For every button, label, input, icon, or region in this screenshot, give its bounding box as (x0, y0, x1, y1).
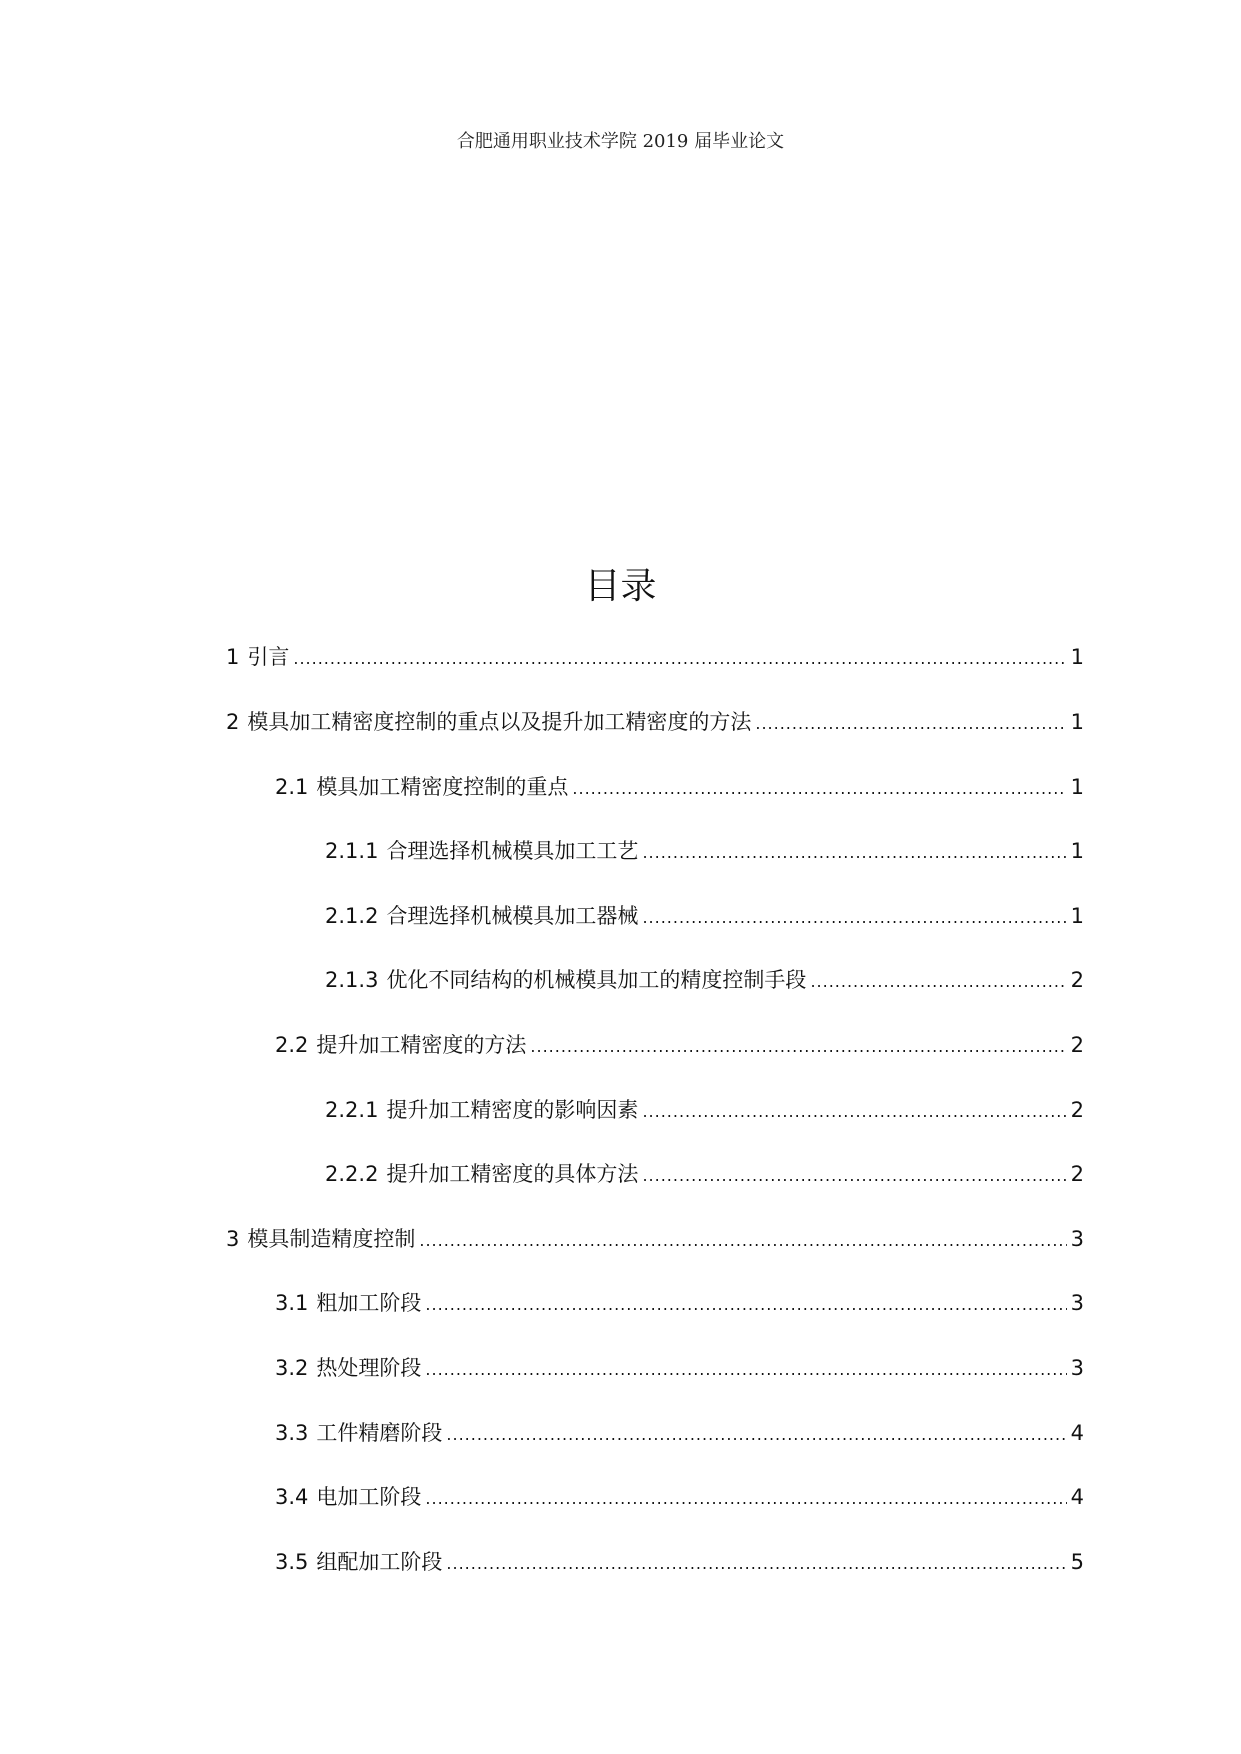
toc-entry-title: 提升加工精密度的方法 (316, 1033, 527, 1057)
toc-entry-number: 3.1 (275, 1291, 309, 1315)
toc-entry-number: 3.4 (275, 1485, 309, 1509)
toc-entry[interactable] (226, 705, 1084, 735)
toc-entry-number: 2.2.1 (325, 1098, 379, 1122)
toc-entry-page: 2 (1070, 1033, 1084, 1057)
toc-entry[interactable] (275, 1286, 1084, 1316)
toc-dot-leader (642, 1101, 1066, 1123)
toc-dot-leader (810, 971, 1066, 993)
toc-dot-leader (642, 907, 1066, 929)
toc-entry-page: 4 (1070, 1421, 1084, 1445)
toc-dot-leader (572, 778, 1066, 800)
toc-dot-leader (425, 1488, 1066, 1510)
toc-entry-number: 2.2.2 (325, 1162, 379, 1186)
toc-entry-number: 3.2 (275, 1356, 309, 1380)
toc-entry-title: 组配加工阶段 (316, 1550, 443, 1574)
toc-entry-title: 提升加工精密度的具体方法 (386, 1162, 639, 1186)
toc-dot-leader (425, 1294, 1066, 1316)
toc-entry-title: 合理选择机械模具加工器械 (386, 904, 639, 928)
toc-entry-number: 2.1.1 (325, 839, 379, 863)
toc-entry-number: 2.1 (275, 775, 309, 799)
toc-entry[interactable] (275, 1480, 1084, 1510)
toc-entry-number: 1 (226, 645, 240, 669)
toc-entry-page: 1 (1070, 710, 1084, 734)
toc-dot-leader (446, 1424, 1066, 1446)
toc-entry-page: 4 (1070, 1485, 1084, 1509)
toc-entry-number: 3 (226, 1227, 240, 1251)
toc-entry[interactable] (275, 1545, 1084, 1575)
toc-entry-page: 2 (1070, 1098, 1084, 1122)
toc-entry-number: 2.2 (275, 1033, 309, 1057)
toc-entry-title: 热处理阶段 (316, 1356, 422, 1380)
toc-dot-leader (446, 1553, 1066, 1575)
toc-entry-page: 1 (1070, 775, 1084, 799)
toc-entry[interactable] (275, 1028, 1084, 1058)
toc-entry-page: 5 (1070, 1550, 1084, 1574)
toc-entry-number: 2.1.3 (325, 968, 379, 992)
toc-dot-leader (755, 713, 1066, 735)
toc-entry[interactable] (325, 963, 1084, 993)
toc-entry-page: 3 (1070, 1227, 1084, 1251)
toc-entry-title: 优化不同结构的机械模具加工的精度控制手段 (386, 968, 807, 992)
toc-entry-title: 模具加工精密度控制的重点以及提升加工精密度的方法 (247, 710, 752, 734)
toc-entry-title: 粗加工阶段 (316, 1291, 422, 1315)
toc-entry[interactable] (226, 640, 1084, 670)
toc-entry[interactable] (325, 1093, 1084, 1123)
toc-entry-title: 提升加工精密度的影响因素 (386, 1098, 639, 1122)
toc-dot-leader (293, 648, 1066, 670)
toc-entry-page: 1 (1070, 839, 1084, 863)
toc-entry[interactable] (325, 834, 1084, 864)
toc-entry[interactable] (325, 1157, 1084, 1187)
toc-entry-number: 3.5 (275, 1550, 309, 1574)
toc-entry-number: 2.1.2 (325, 904, 379, 928)
toc-entry-number: 2 (226, 710, 240, 734)
toc-entry[interactable] (275, 770, 1084, 800)
toc-entry-page: 1 (1070, 904, 1084, 928)
toc-dot-leader (530, 1036, 1066, 1058)
toc-entry[interactable] (275, 1416, 1084, 1446)
toc-entry-page: 2 (1070, 1162, 1084, 1186)
page-header: 合肥通用职业技术学院 2019 届毕业论文 (456, 131, 785, 152)
toc-entry[interactable] (226, 1222, 1084, 1252)
toc-entry[interactable] (275, 1351, 1084, 1381)
toc-entry-page: 3 (1070, 1291, 1084, 1315)
toc-entry-title: 电加工阶段 (316, 1485, 422, 1509)
toc-entry-title: 引言 (247, 645, 290, 669)
toc-entry-page: 2 (1070, 968, 1084, 992)
toc-dot-leader (642, 1165, 1066, 1187)
toc-entry[interactable] (325, 899, 1084, 929)
toc-entry-number: 3.3 (275, 1421, 309, 1445)
toc-dot-leader (419, 1230, 1066, 1252)
toc-entry-page: 3 (1070, 1356, 1084, 1380)
toc-entry-title: 合理选择机械模具加工工艺 (386, 839, 639, 863)
toc-title: 目录 (584, 566, 657, 607)
toc-dot-leader (642, 842, 1066, 864)
toc-entry-title: 模具制造精度控制 (247, 1227, 416, 1251)
toc-entry-title: 模具加工精密度控制的重点 (316, 775, 569, 799)
toc-entry-title: 工件精磨阶段 (316, 1421, 443, 1445)
toc-dot-leader (425, 1359, 1066, 1381)
toc-entry-page: 1 (1070, 645, 1084, 669)
